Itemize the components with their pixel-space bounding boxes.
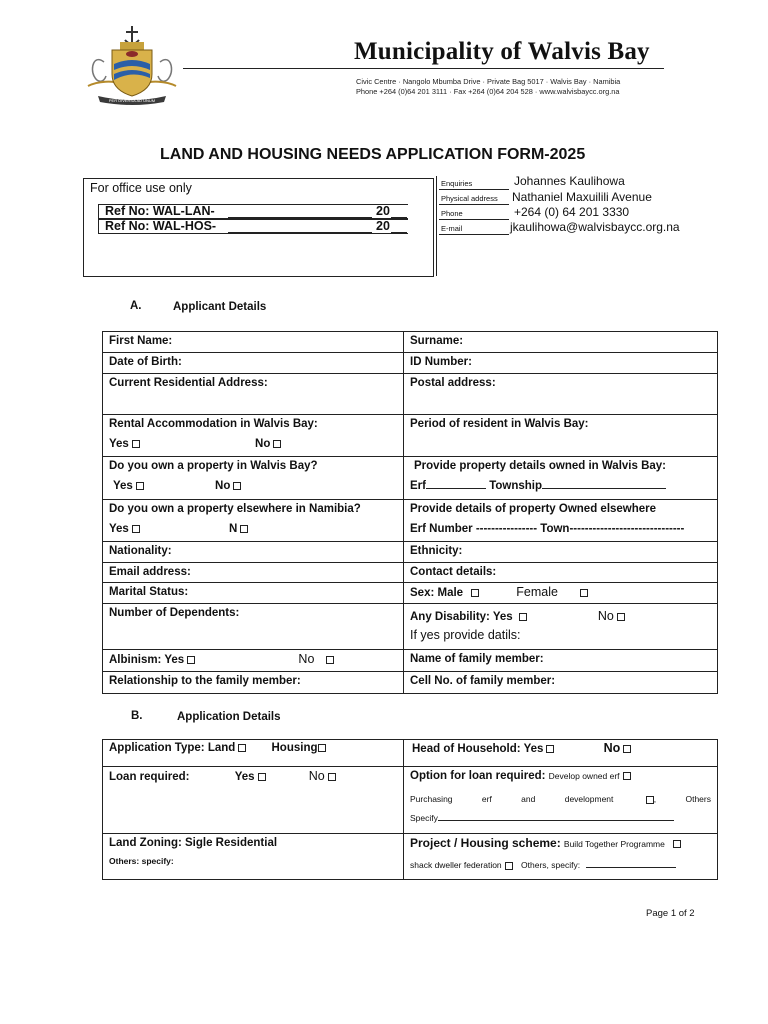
- sex-male-checkbox[interactable]: [471, 589, 479, 597]
- marital-status-field[interactable]: Marital Status:: [103, 583, 404, 604]
- ref-no-housing-year: 20: [376, 219, 390, 233]
- app-type-housing-checkbox[interactable]: [318, 744, 326, 752]
- albinism-yes-checkbox[interactable]: [187, 656, 195, 664]
- info-value-physical-address: Nathaniel Maxuilili Avenue: [512, 190, 652, 204]
- rental-accommodation-cell: Rental Accommodation in Walvis Bay: Yes No: [103, 415, 404, 457]
- rental-yes-checkbox[interactable]: [132, 440, 140, 448]
- ref-no-housing[interactable]: [98, 219, 408, 234]
- residential-address-field[interactable]: Current Residential Address:: [103, 374, 404, 415]
- own-property-elsewhere-cell: Do you own a property elsewhere in Namibia? Yes N: [103, 500, 404, 542]
- page-number: Page 1 of 2: [646, 908, 695, 919]
- first-name-field[interactable]: First Name:: [103, 332, 404, 353]
- contact-details-field[interactable]: Contact details:: [404, 563, 718, 583]
- dependents-field[interactable]: Number of Dependents:: [103, 604, 404, 650]
- postal-address-field[interactable]: Postal address:: [404, 374, 718, 415]
- info-value-email: jkaulihowa@walvisbaycc.org.na: [510, 220, 680, 234]
- rental-no-checkbox[interactable]: [273, 440, 281, 448]
- form-title: LAND AND HOUSING NEEDS APPLICATION FORM-2025: [160, 146, 586, 163]
- office-use-label: For office use only: [90, 181, 192, 195]
- loan-no-checkbox[interactable]: [328, 773, 336, 781]
- period-resident-field[interactable]: Period of resident in Walvis Bay:: [404, 415, 718, 457]
- municipal-crest-logo: [84, 24, 180, 106]
- sex-female-checkbox[interactable]: [580, 589, 588, 597]
- section-a-letter: A.: [130, 300, 142, 312]
- municipality-title: Municipality of Walvis Bay: [354, 38, 650, 65]
- email-field[interactable]: Email address:: [103, 563, 404, 583]
- purchasing-checkbox[interactable]: [646, 796, 654, 804]
- ref-no-land-label: Ref No: WAL-LAN-: [105, 204, 215, 218]
- property-details-wb-cell[interactable]: Provide property details owned in Walvis Bay: Erf Township: [404, 457, 718, 500]
- relationship-field[interactable]: Relationship to the family member:: [103, 672, 404, 694]
- own-else-no-checkbox[interactable]: [240, 525, 248, 533]
- info-label-email: E-mail: [441, 224, 463, 233]
- ref-no-housing-label: Ref No: WAL-HOS-: [105, 219, 217, 233]
- loan-yes-checkbox[interactable]: [258, 773, 266, 781]
- info-label-physical-address: Physical address: [441, 194, 498, 203]
- own-else-yes-checkbox[interactable]: [132, 525, 140, 533]
- land-zoning-cell: Land Zoning: Sigle Residential Others: specify:: [103, 834, 404, 880]
- section-b-title: Application Details: [177, 711, 281, 723]
- info-label-phone: Phone: [441, 209, 463, 218]
- loan-specify-line[interactable]: [438, 820, 674, 821]
- disability-no-checkbox[interactable]: [617, 613, 625, 621]
- id-number-field[interactable]: ID Number:: [404, 353, 718, 374]
- property-details-elsewhere-cell[interactable]: Provide details of property Owned elsewhere Erf Number ---------------- Town------------------------------: [404, 500, 718, 542]
- shack-dweller-checkbox[interactable]: [505, 862, 513, 870]
- ref-no-land-year: 20: [376, 204, 390, 218]
- sex-cell: Sex: Male Female: [404, 583, 718, 604]
- own-wb-yes-checkbox[interactable]: [136, 482, 144, 490]
- family-cell-no-field[interactable]: Cell No. of family member:: [404, 672, 718, 694]
- ethnicity-field[interactable]: Ethnicity:: [404, 542, 718, 563]
- header-rule: [183, 68, 664, 69]
- section-a-title: Applicant Details: [173, 301, 267, 313]
- info-label-enquiries: Enquiries: [441, 179, 473, 188]
- head-of-household-cell: Head of Household: Yes No: [404, 740, 718, 767]
- header-phone: Phone +264 (0)64 201 3111 · Fax +264 (0)64 204 528 · www.walvisbaycc.org.na: [356, 87, 620, 96]
- info-left-rule: [436, 176, 437, 276]
- project-scheme-cell: Project / Housing scheme: Build Together Programme shack dweller federation Others, specify:: [404, 834, 718, 880]
- albinism-cell: Albinism: Yes No: [103, 650, 404, 672]
- disability-yes-checkbox[interactable]: [519, 613, 527, 621]
- own-wb-no-checkbox[interactable]: [233, 482, 241, 490]
- surname-field[interactable]: Surname:: [404, 332, 718, 353]
- applicant-details-table: [102, 331, 718, 694]
- build-together-checkbox[interactable]: [673, 840, 681, 848]
- section-b-letter: B.: [131, 710, 143, 722]
- header-address: Civic Centre · Nangolo Mbumba Drive · Private Bag 5017 · Walvis Bay · Namibia: [356, 77, 621, 86]
- info-value-enquiries: Johannes Kaulihowa: [514, 174, 625, 188]
- dob-field[interactable]: Date of Birth:: [103, 353, 404, 374]
- albinism-no-checkbox[interactable]: [326, 656, 334, 664]
- ref-no-land[interactable]: [98, 204, 408, 219]
- loan-option-cell: Option for loan required: Develop owned erf Purchasing erf and development , Others Specify: [404, 767, 718, 834]
- project-specify-line[interactable]: [586, 867, 676, 868]
- app-type-land-checkbox[interactable]: [238, 744, 246, 752]
- crest-motto: PER DIVERSA AD UNUM: [108, 98, 156, 103]
- own-property-wb-cell: Do you own a property in Walvis Bay? Yes No: [103, 457, 404, 500]
- disability-cell: Any Disability: Yes No If yes provide datils:: [404, 604, 718, 650]
- info-value-phone: +264 (0) 64 201 3330: [514, 205, 630, 219]
- head-yes-checkbox[interactable]: [546, 745, 554, 753]
- nationality-field[interactable]: Nationality:: [103, 542, 404, 563]
- head-no-checkbox[interactable]: [623, 745, 631, 753]
- loan-required-cell: Loan required: Yes No: [103, 767, 404, 834]
- application-type-cell: Application Type: Land Housing: [103, 740, 404, 767]
- family-member-name-field[interactable]: Name of family member:: [404, 650, 718, 672]
- develop-erf-checkbox[interactable]: [623, 772, 631, 780]
- application-details-table: [102, 739, 718, 880]
